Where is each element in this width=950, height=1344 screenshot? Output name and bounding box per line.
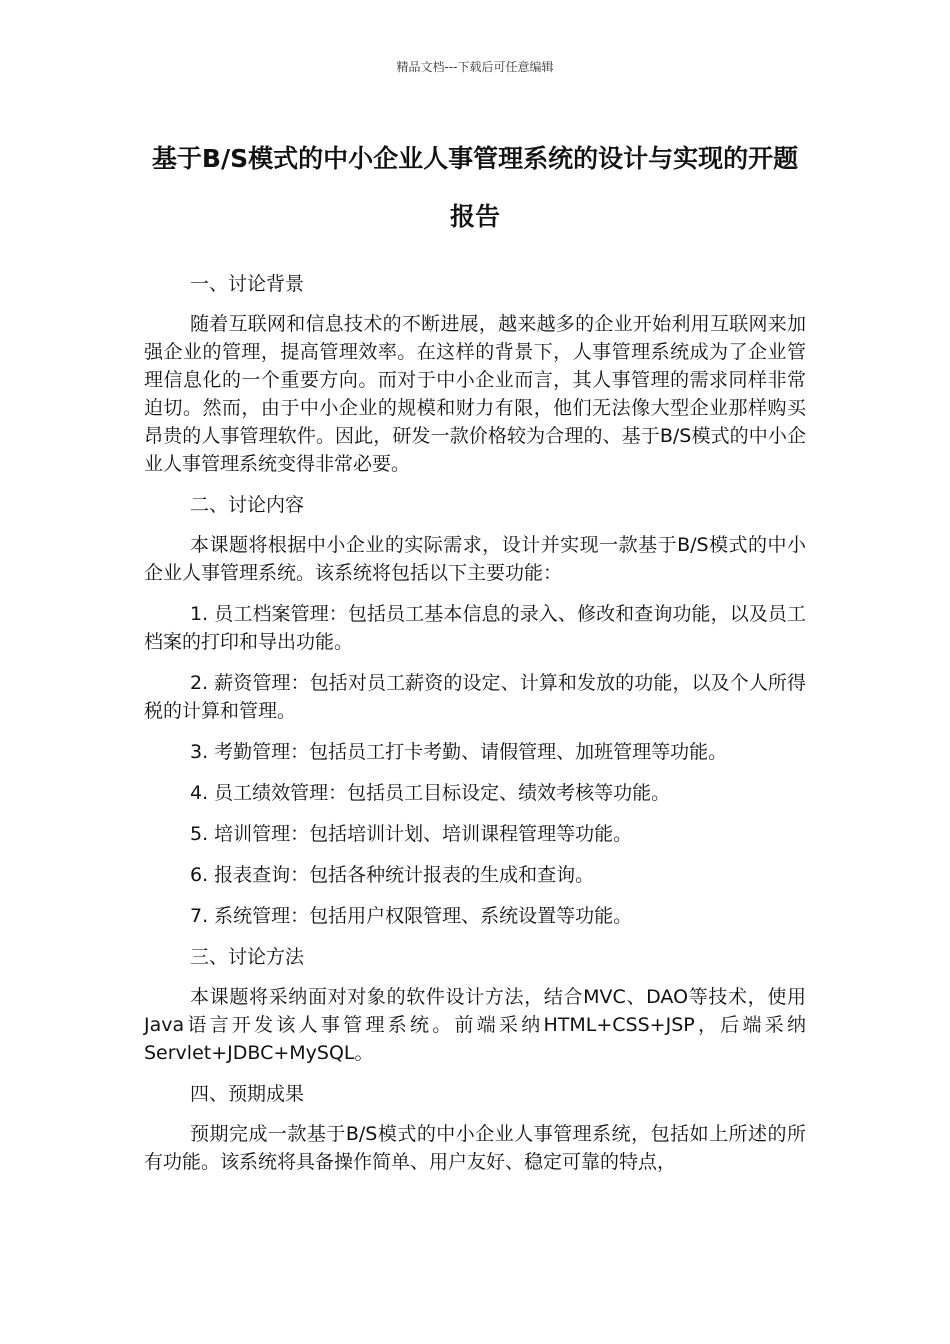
paragraph-background: 随着互联网和信息技术的不断进展，越来越多的企业开始利用互联网来加强企业的管理，提高管理效率。在这样的背景下，人事管理系统成为了企业管理信息化的一个重要方向。而对于中小企业而言，其人事管理的需求同样非常迫切。然而，由于中小企业的规模和财力有限，他们无法像大型企业那样购买昂贵的人事管理软件。因此，研发一款价格较为合理的、基于B/S模式的中小企业人事管理系统变得非常必要。 xyxy=(144,313,806,475)
document-body xyxy=(144,270,806,1189)
list-item: 2. 薪资管理：包括对员工薪资的设定、计算和发放的功能，以及个人所得税的计算和管理。 xyxy=(144,672,806,722)
list-item: 4. 员工绩效管理：包括员工目标设定、绩效考核等功能。 xyxy=(190,782,671,804)
paragraph-content-intro: 本课题将根据中小企业的实际需求，设计并实现一款基于B/S模式的中小企业人事管理系统。该系统将包括以下主要功能： xyxy=(144,534,806,584)
paragraph-method: 本课题将采纳面对对象的软件设计方法，结合MVC、DAO等技术，使用Java语言开发该人事管理系统。前端采纳HTML+CSS+JSP，后端采纳Servlet+JDBC+MySQL。 xyxy=(144,986,806,1064)
section-heading-background: 一、讨论背景 xyxy=(190,273,305,295)
list-item: 3. 考勤管理：包括员工打卡考勤、请假管理、加班管理等功能。 xyxy=(190,741,728,763)
list-item: 1. 员工档案管理：包括员工基本信息的录入、修改和查询功能，以及员工档案的打印和导出功能。 xyxy=(144,603,806,653)
list-item: 5. 培训管理：包括培训计划、培训课程管理等功能。 xyxy=(190,823,633,845)
section-heading-outcome: 四、预期成果 xyxy=(190,1083,305,1105)
paragraph-outcome: 预期完成一款基于B/S模式的中小企业人事管理系统，包括如上所述的所有功能。该系统将具备操作简单、用户友好、稳定可靠的特点， xyxy=(144,1123,806,1173)
section-heading-content: 二、讨论内容 xyxy=(190,494,305,516)
document-title: 基于B/S模式的中小企业人事管理系统的设计与实现的开题报告 xyxy=(151,144,799,231)
header-note: 精品文档---下载后可任意编辑 xyxy=(396,60,554,74)
list-item: 7. 系统管理：包括用户权限管理、系统设置等功能。 xyxy=(190,905,633,927)
list-item: 6. 报表查询：包括各种统计报表的生成和查询。 xyxy=(190,864,595,886)
section-heading-method: 三、讨论方法 xyxy=(190,946,305,968)
